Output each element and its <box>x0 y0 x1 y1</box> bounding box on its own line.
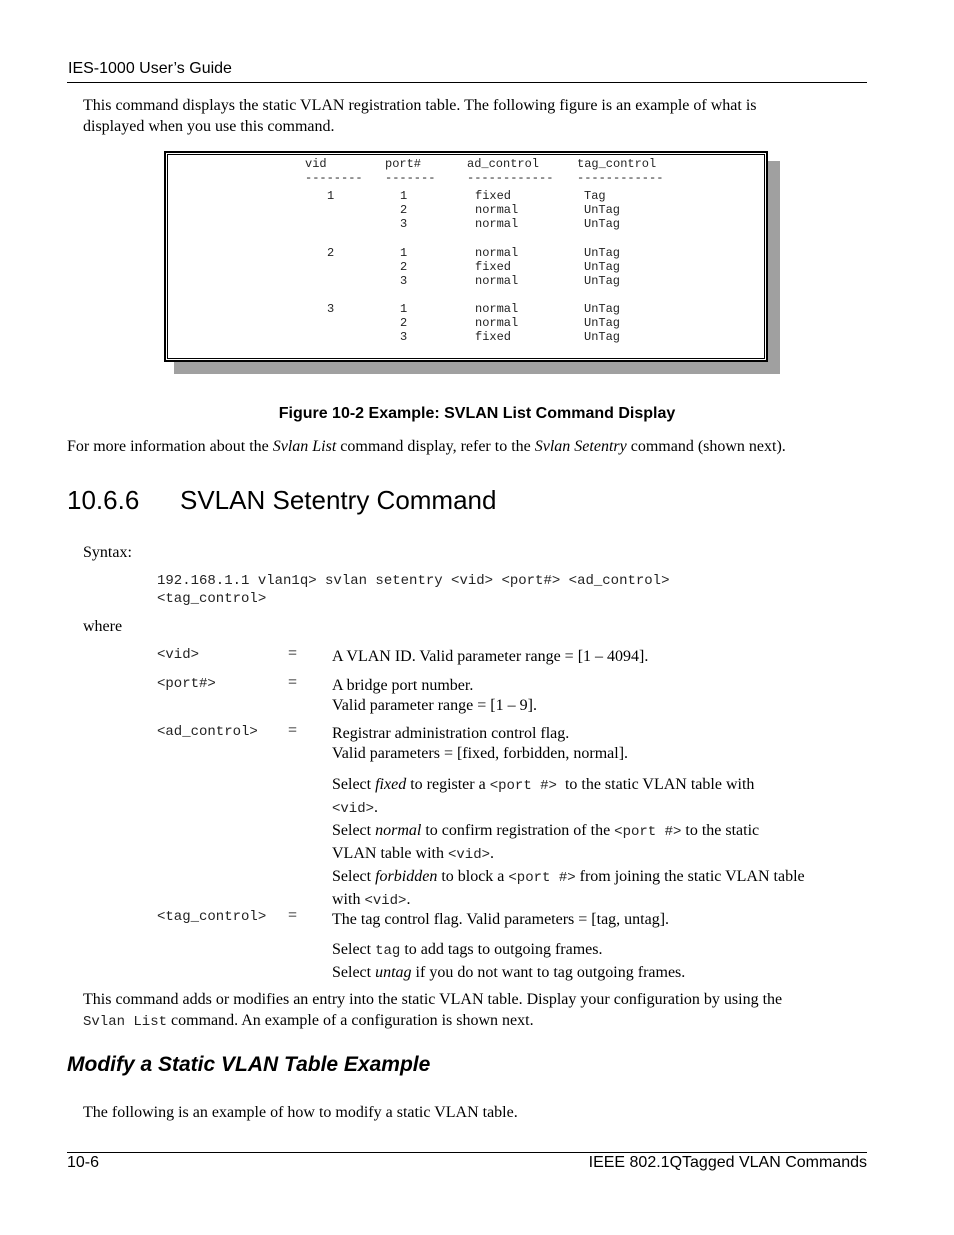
text-run: command (shown next). <box>626 438 786 455</box>
code-term: <vid> <box>364 893 407 909</box>
text-run: Select <box>332 964 376 981</box>
table-cell-port: 1 <box>400 302 408 316</box>
figure-caption: Figure 10-2 Example: SVLAN List Command Display <box>278 405 676 422</box>
section-title: SVLAN Setentry Command <box>180 485 497 515</box>
table-cell-ad-control: normal <box>475 203 519 217</box>
desc-line: Valid parameters = [fixed, forbidden, normal]. <box>332 745 629 762</box>
table-cell-vid: 2 <box>327 246 335 260</box>
desc-line: Registrar administration control flag. <box>332 725 570 742</box>
header-rule <box>67 82 867 83</box>
param-port-desc <box>332 676 537 716</box>
desc-line: A bridge port number. <box>332 677 474 694</box>
table-cell-tag-control: UnTag <box>584 217 621 231</box>
param-port: <port#> <box>157 676 216 692</box>
table-cell-ad-control: normal <box>475 302 519 316</box>
column-header-vid: vid <box>305 157 327 171</box>
text-line: This command adds or modifies an entry into the static VLAN table. Display your configuration by using the <box>83 991 783 1008</box>
text-run: Select <box>332 776 376 793</box>
param-tag-control-options <box>332 939 685 983</box>
code-term: <port #> <box>508 870 576 886</box>
text-run: . <box>374 799 379 816</box>
text-run: command. An example of a configuration is shown next. <box>167 1012 534 1029</box>
chapter-title: IEEE 802.1QTagged VLAN Commands <box>588 1154 867 1171</box>
syntax-code <box>157 572 669 608</box>
desc-line: Valid parameter range = [1 – 9]. <box>332 697 537 714</box>
text-run: command display, refer to the <box>336 438 535 455</box>
section-number: 10.6.6 <box>67 485 140 515</box>
param-ad-control: <ad_control> <box>157 724 258 740</box>
equals-sign: = <box>288 645 298 662</box>
code-term: <port #> <box>489 778 557 794</box>
intro-line: displayed when you use this command. <box>83 118 335 135</box>
param-tag-control: <tag_control> <box>157 909 267 925</box>
desc-line <box>332 820 805 843</box>
text-run: Select <box>332 868 376 885</box>
column-rule: ------------ <box>577 171 664 185</box>
subsection-title: Modify a Static VLAN Table Example <box>67 1053 431 1076</box>
text-run: . <box>406 891 411 908</box>
code-term: <port #> <box>614 824 682 840</box>
table-cell-port: 1 <box>400 246 408 260</box>
desc-line <box>332 866 805 889</box>
desc-line <box>332 797 805 820</box>
footer-rule <box>67 1152 867 1153</box>
param-ad-control-desc <box>332 724 628 764</box>
running-header: IES-1000 User’s Guide <box>68 60 232 77</box>
text-run: to block a <box>437 868 509 885</box>
table-cell-tag-control: UnTag <box>584 316 621 330</box>
option-name: normal <box>375 822 422 839</box>
desc-line <box>332 774 805 797</box>
code-term: <vid> <box>332 801 375 817</box>
code-line: 192.168.1.1 vlan1q> svlan setentry <vid> <port#> <ad_control> <box>157 573 670 589</box>
desc-line <box>332 843 805 866</box>
intro-line: This command displays the static VLAN registration table. The following figure is an example of what is <box>83 97 757 114</box>
code-term: tag <box>375 943 401 959</box>
equals-sign: = <box>288 907 298 924</box>
column-rule: -------- <box>305 171 363 185</box>
text-run: For more information about the <box>67 438 273 455</box>
more-info-paragraph <box>67 438 786 456</box>
table-cell-port: 2 <box>400 260 408 274</box>
table-cell-tag-control: UnTag <box>584 246 621 260</box>
text-run: VLAN table with <box>332 845 448 862</box>
table-cell-vid: 1 <box>327 189 335 203</box>
text-run: Select <box>332 941 376 958</box>
table-cell-port: 3 <box>400 217 408 231</box>
code-term: <vid> <box>447 847 490 863</box>
equals-sign: = <box>288 674 298 691</box>
table-cell-tag-control: Tag <box>584 189 606 203</box>
desc-line <box>332 939 685 962</box>
param-ad-control-options <box>332 774 805 912</box>
table-cell-ad-control: normal <box>475 316 519 330</box>
table-cell-tag-control: UnTag <box>584 302 621 316</box>
text-run: to the static VLAN table with <box>556 776 755 793</box>
table-cell-ad-control: fixed <box>475 260 512 274</box>
text-run: to the static <box>681 822 760 839</box>
table-cell-tag-control: UnTag <box>584 203 621 217</box>
table-cell-port: 1 <box>400 189 408 203</box>
option-name: forbidden <box>375 868 438 885</box>
column-header-port: port# <box>385 157 422 171</box>
text-run: from joining the static VLAN table <box>575 868 805 885</box>
syntax-label: Syntax: <box>83 544 132 561</box>
text-run: . <box>490 845 494 862</box>
text-run: Select <box>332 822 376 839</box>
code-term: Svlan List <box>83 1014 168 1030</box>
example-paragraph: The following is an example of how to modify a static VLAN table. <box>83 1104 518 1121</box>
param-tag-control-desc: The tag control flag. Valid parameters = [tag, untag]. <box>332 911 670 928</box>
option-name: fixed <box>375 776 407 793</box>
column-rule: ------------ <box>467 171 554 185</box>
desc-line <box>332 962 685 983</box>
table-cell-port: 3 <box>400 274 408 288</box>
table-cell-port: 2 <box>400 203 408 217</box>
column-rule: ------- <box>385 171 436 185</box>
adds-paragraph <box>83 989 782 1033</box>
text-run: to register a <box>406 776 490 793</box>
table-cell-ad-control: fixed <box>475 330 512 344</box>
column-header-ad-control: ad_control <box>467 157 540 171</box>
where-label: where <box>83 618 123 635</box>
table-cell-tag-control: UnTag <box>584 274 621 288</box>
table-cell-tag-control: UnTag <box>584 260 621 274</box>
equals-sign: = <box>288 722 298 739</box>
command-name: Svlan Setentry <box>534 438 627 455</box>
param-vid: <vid> <box>157 647 200 663</box>
command-name: Svlan List <box>272 438 337 455</box>
table-cell-ad-control: normal <box>475 274 519 288</box>
table-cell-vid: 3 <box>327 302 335 316</box>
text-run: if you do not want to tag outgoing frames. <box>411 964 686 981</box>
text-run: with <box>332 891 365 908</box>
table-cell-tag-control: UnTag <box>584 330 621 344</box>
table-cell-port: 2 <box>400 316 408 330</box>
table-cell-ad-control: normal <box>475 246 519 260</box>
param-vid-desc: A VLAN ID. Valid parameter range = [1 – 4094]. <box>332 648 649 665</box>
text-run: to confirm registration of the <box>421 822 615 839</box>
option-name: untag <box>375 964 412 981</box>
table-cell-port: 3 <box>400 330 408 344</box>
page-number: 10-6 <box>67 1154 100 1171</box>
table-cell-ad-control: normal <box>475 217 519 231</box>
text-run: to add tags to outgoing frames. <box>400 941 603 958</box>
figure-inner-frame <box>167 154 765 359</box>
code-line: <tag_control> <box>157 591 267 607</box>
desc-line <box>332 889 805 912</box>
intro-paragraph <box>83 95 756 137</box>
table-cell-ad-control: fixed <box>475 189 512 203</box>
column-header-tag-control: tag_control <box>577 157 657 171</box>
text-line <box>83 1010 782 1033</box>
